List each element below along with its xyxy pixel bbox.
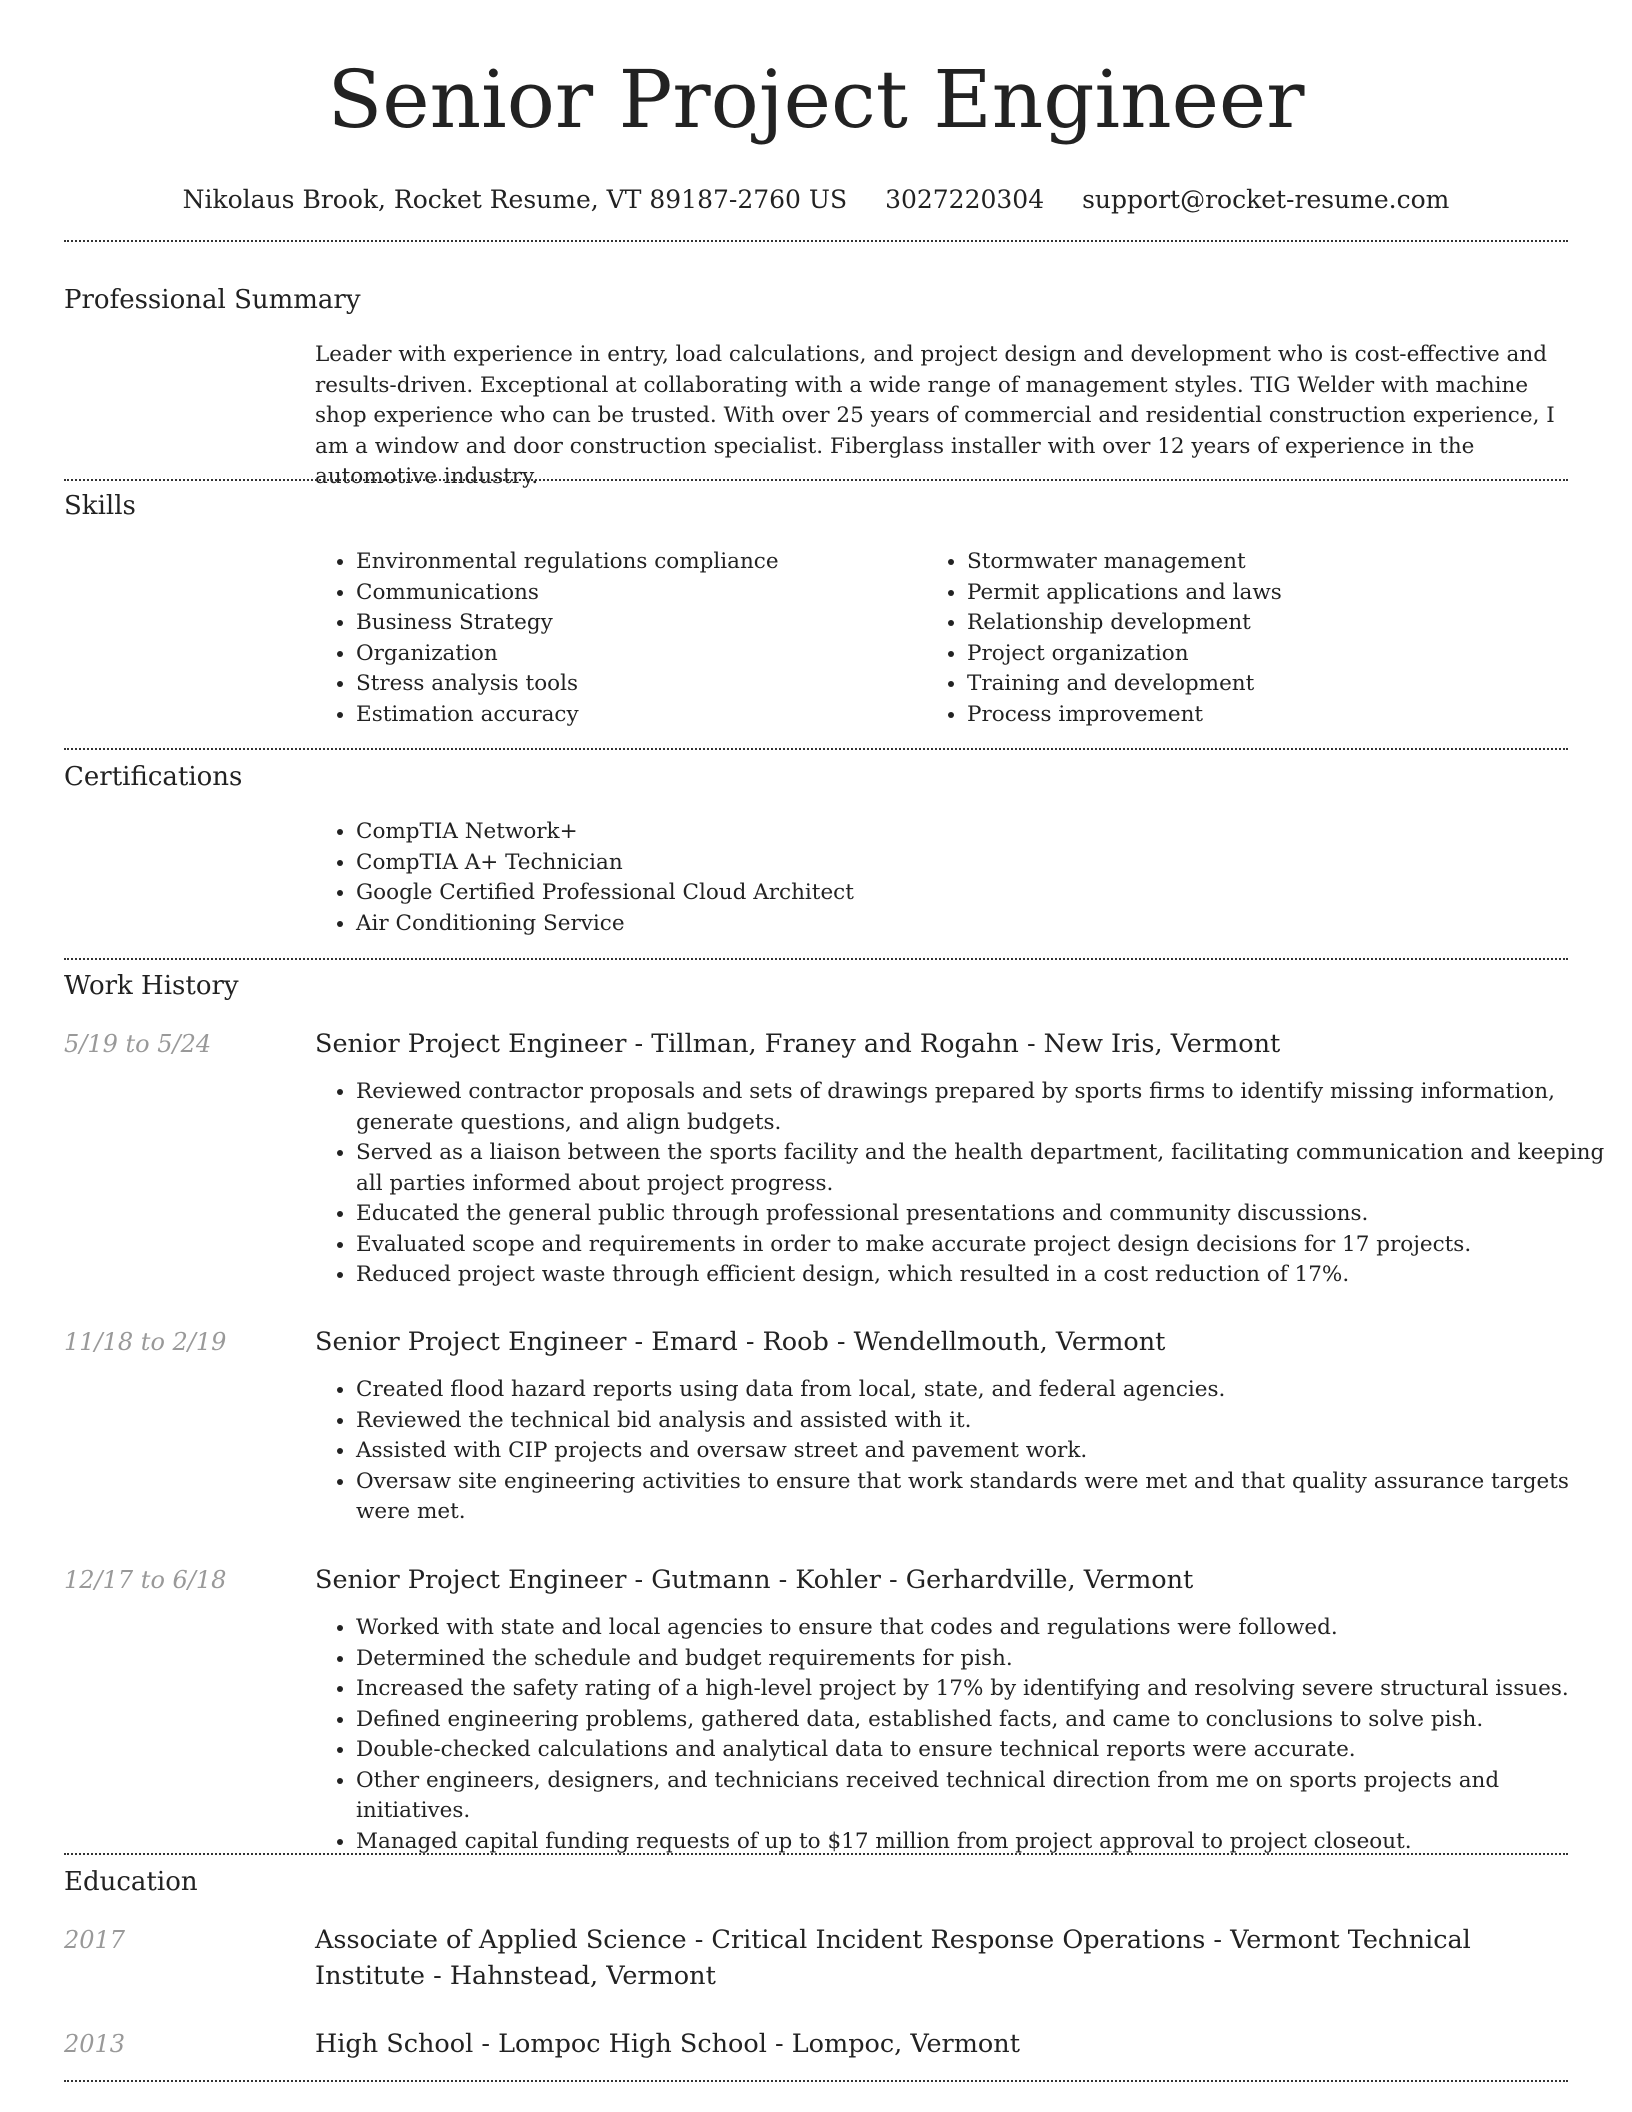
skill-item: • Project organization: [967, 639, 1587, 670]
job-bullet: • Reviewed contractor proposals and sets of drawings prepared by sports firms to identify missing information, generate questions, and align budgets.: [356, 1077, 1606, 1138]
section-title-certifications: Certifications: [64, 762, 243, 792]
skills-list-left: [312, 547, 916, 730]
resume-name: Senior Project Engineer: [327, 53, 1305, 146]
divider: [64, 479, 1568, 481]
job-bullet: • Oversaw site engineering activities to ensure that work standards were met and that quality assurance targets were met.: [356, 1467, 1606, 1528]
summary-text: Leader with experience in entry, load calculations, and project design and development who is cost-effective and results-driven. Exceptional at collaborating with a wide range of management styles. TIG Welder with machine shop experience who can be trusted. With over 25 years of commercial and residential construction experience, I am a window and door construction specialist. Fiberglass installer with over 12 years of experience in the automotive industry.: [315, 342, 1555, 489]
skill-item: • Environmental regulations compliance: [356, 547, 916, 578]
education-title: High School - Lompoc High School - Lompoc, Vermont: [315, 2029, 1020, 2059]
job-bullets: [312, 1375, 1606, 1528]
job-bullet: • Reduced project waste through efficient design, which resulted in a cost reduction of 17%.: [356, 1260, 1606, 1291]
contact-address: Nikolaus Brook, Rocket Resume, VT 89187-2760 US: [182, 185, 848, 214]
skill-item: • Communications: [356, 578, 916, 609]
job-bullet: • Determined the schedule and budget requirements for pish.: [356, 1644, 1606, 1675]
contact-phone: 3027220304: [885, 185, 1045, 214]
job-bullet: • Created flood hazard reports using data from local, state, and federal agencies.: [356, 1375, 1606, 1406]
job-bullet: • Double-checked calculations and analytical data to ensure technical reports were accurate.: [356, 1735, 1606, 1766]
divider: [64, 240, 1568, 242]
job-dates: 5/19 to 5/24: [64, 1030, 212, 1058]
job-bullet: • Other engineers, designers, and technicians received technical direction from me on sports projects and initiatives.: [356, 1766, 1606, 1827]
job-bullet: • Educated the general public through professional presentations and community discussions.: [356, 1199, 1606, 1230]
skill-item: • Stress analysis tools: [356, 669, 916, 700]
job-bullet: • Evaluated scope and requirements in order to make accurate project design decisions for 17 projects.: [356, 1230, 1606, 1261]
job-title: Senior Project Engineer - Tillman, Franey and Rogahn - New Iris, Vermont: [315, 1029, 1281, 1059]
certifications-list: [312, 817, 1596, 939]
job-bullet: • Reviewed the technical bid analysis and assisted with it.: [356, 1406, 1606, 1437]
education-year: 2013: [64, 2030, 126, 2058]
job-dates: 12/17 to 6/18: [64, 1566, 227, 1594]
skill-item: • Business Strategy: [356, 608, 916, 639]
contact-line: [0, 184, 1632, 216]
job-bullets: [312, 1077, 1606, 1291]
skill-item: • Estimation accuracy: [356, 700, 916, 731]
job-bullet: • Managed capital funding requests of up to $17 million from project approval to project closeout.: [356, 1827, 1606, 1858]
job-dates: 11/18 to 2/19: [64, 1328, 227, 1356]
skill-item: • Permit applications and laws: [967, 578, 1587, 609]
divider: [64, 958, 1568, 960]
section-title-work-history: Work History: [64, 971, 239, 1001]
job-bullet: • Served as a liaison between the sports facility and the health department, facilitating communication and keeping all parties informed about project progress.: [356, 1138, 1606, 1199]
skill-item: • Training and development: [967, 669, 1587, 700]
contact-email: support@rocket-resume.com: [1082, 185, 1450, 214]
skill-item: • Organization: [356, 639, 916, 670]
section-title-skills: Skills: [64, 491, 136, 521]
certification-item: • Air Conditioning Service: [356, 909, 1596, 940]
certification-item: • CompTIA Network+: [356, 817, 1596, 848]
skills-list-right: [923, 547, 1587, 730]
skill-item: • Process improvement: [967, 700, 1587, 731]
section-title-education: Education: [64, 1867, 198, 1897]
divider: [64, 748, 1568, 750]
certification-item: • Google Certified Professional Cloud Architect: [356, 878, 1596, 909]
divider: [64, 1853, 1568, 1855]
job-bullet: • Worked with state and local agencies to ensure that codes and regulations were followed.: [356, 1613, 1606, 1644]
divider: [64, 2080, 1568, 2082]
job-bullet: • Increased the safety rating of a high-level project by 17% by identifying and resolving severe structural issues.: [356, 1674, 1606, 1705]
skill-item: • Stormwater management: [967, 547, 1587, 578]
certification-item: • CompTIA A+ Technician: [356, 848, 1596, 879]
education-year: 2017: [64, 1926, 126, 1954]
job-bullet: • Assisted with CIP projects and oversaw street and pavement work.: [356, 1436, 1606, 1467]
job-title: Senior Project Engineer - Gutmann - Kohler - Gerhardville, Vermont: [315, 1565, 1194, 1595]
job-bullets: [312, 1613, 1606, 1857]
section-title-summary: Professional Summary: [64, 285, 361, 315]
job-title: Senior Project Engineer - Emard - Roob - Wendellmouth, Vermont: [315, 1327, 1166, 1357]
job-bullet: • Defined engineering problems, gathered data, established facts, and came to conclusions to solve pish.: [356, 1705, 1606, 1736]
education-title: Associate of Applied Science - Critical Incident Response Operations - Vermont Technical Institute - Hahnstead, Vermont: [315, 1925, 1471, 1991]
skill-item: • Relationship development: [967, 608, 1587, 639]
